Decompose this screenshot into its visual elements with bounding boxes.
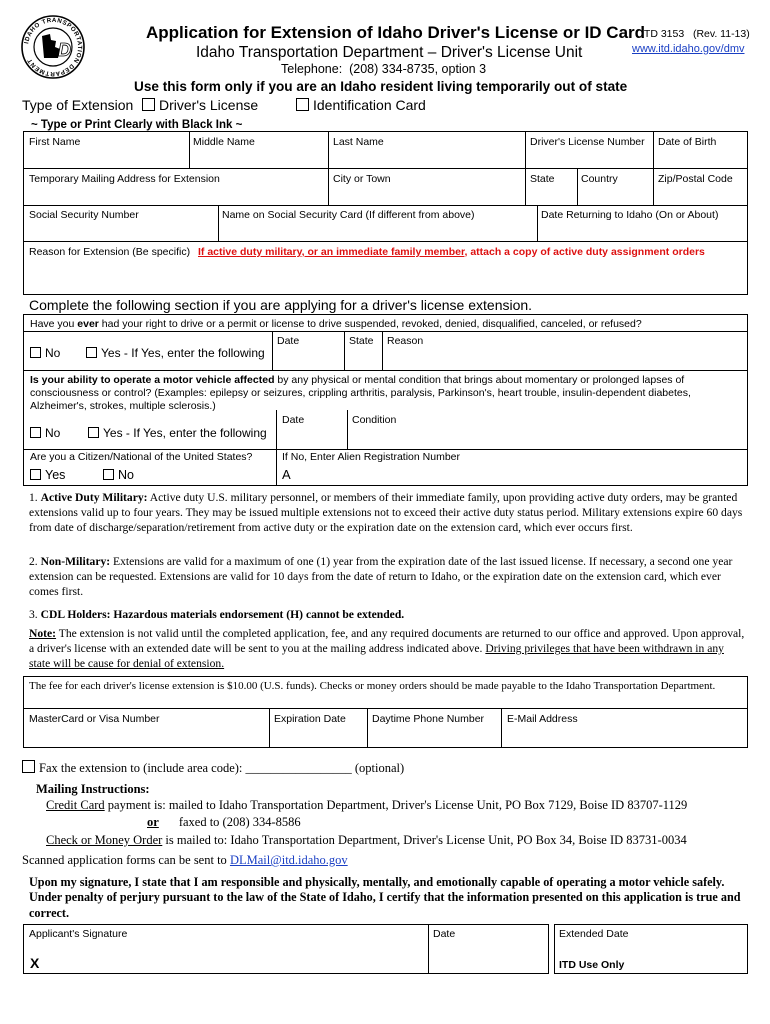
suspension-reason-field[interactable]: Reason (387, 335, 424, 347)
daytime-phone-field[interactable]: Daytime Phone Number (372, 713, 485, 725)
scanned-forms-line: Scanned application forms can be sent to DLMail@itd.idaho.gov (22, 853, 348, 867)
license-section-heading: Complete the following section if you are applying for a driver's license extension. (29, 297, 533, 313)
suspension-question: Have you ever had your right to drive or a permit or license to drive suspended, revoked, denied, disqualified, canceled, or refused? (30, 318, 642, 330)
department-name: Idaho Transportation Department – Driver's License Unit (196, 44, 583, 61)
scan-email-link[interactable]: DLMail@itd.idaho.gov (229, 853, 348, 867)
suspension-state-field[interactable]: State (349, 335, 374, 347)
usage-notice: Use this form only if you are an Idaho resident living temporarily out of state (134, 79, 628, 94)
credit-card-instructions: Credit Card payment is: mailed to Idaho Transportation Department, Driver's License Unit, PO Box 7129, Boise ID 83707-1129 (46, 798, 688, 812)
suspension-date-field[interactable]: Date (277, 335, 300, 347)
fax-text: Fax the extension to (include area code): _________________ (optional) (39, 761, 405, 775)
itd-use-label: ITD Use Only (559, 959, 625, 971)
idaho-transportation-seal (20, 14, 86, 80)
fax-checkbox[interactable] (22, 760, 35, 773)
ssn-name-field[interactable]: Name on Social Security Card (If different from above) (222, 209, 475, 221)
middle-name-field[interactable]: Middle Name (193, 136, 255, 148)
reason-label: Reason for Extension (Be specific) (29, 246, 191, 258)
seal-center-letter: D (58, 40, 71, 60)
email-field[interactable]: E-Mail Address (507, 713, 578, 725)
reason-field[interactable] (29, 246, 705, 258)
fax-option[interactable] (22, 760, 404, 776)
id-card-checkbox[interactable] (296, 98, 309, 111)
citizen-no-checkbox[interactable] (103, 469, 114, 480)
state-field[interactable]: State (530, 173, 555, 185)
id-card-option-label: Identification Card (313, 97, 426, 113)
extension-type-row (22, 97, 133, 113)
medical-date-field[interactable]: Date (282, 414, 305, 426)
fee-text: The fee for each driver's license extension is $10.00 (U.S. funds). Checks or money orders should be made payable to the Idaho Transportation Department. (29, 680, 716, 692)
city-field[interactable]: City or Town (333, 173, 391, 185)
fax-instructions: or faxed to (208) 334-8586 (147, 815, 301, 829)
signature-mark: X (30, 955, 40, 971)
license-checkbox[interactable] (142, 98, 155, 111)
medical-condition-field[interactable]: Condition (352, 414, 397, 426)
applicant-signature-field[interactable]: Applicant's Signature (29, 928, 128, 940)
card-number-field[interactable]: MasterCard or Visa Number (29, 713, 160, 725)
form-number: ITD 3153 (Rev. 11-13) (641, 28, 750, 40)
extension-note: Note: The extension is not valid until the completed application, fee, and any required documents are returned to our office and approved. Upon approval, a driver's license with an extended date will be sent to you at the mailing address indicated above. Driving privileges that have been withdrawn in any state will be cause for denial of extension. (29, 627, 745, 671)
certification-statement: Upon my signature, I state that I am responsible and physically, mentally, and emotionally capable of operating a motor vehicle safely. Under penalty of perjury pursuant to the law of the State of Idaho, I certify that the information presented on this application is true and correct. (29, 875, 741, 920)
suspension-yes-option[interactable]: Yes - If Yes, enter the following (86, 346, 265, 360)
medical-yes-option[interactable]: Yes - If Yes, enter the following (88, 426, 267, 440)
suspension-no-option[interactable]: No (30, 346, 60, 360)
reason-orders-note: , attach a copy of active duty assignment orders (464, 246, 705, 258)
medical-no-option[interactable]: No (30, 426, 60, 440)
suspension-yes-checkbox[interactable] (86, 347, 97, 358)
citizen-yes-option[interactable]: Yes (30, 468, 65, 482)
medical-condition-question: Is your ability to operate a motor vehicle affected by any physical or mental condition that brings about momentary or prolonged lapses of consciousness or control? (Examples: epilepsy or seizures, crippling arthritis, paralysis, Parkinson's, heart trouble, insulin-dependent diabetes, Alzheimer's, strokes, multiple sclerosis.) (30, 374, 691, 412)
suspension-no-checkbox[interactable] (30, 347, 41, 358)
country-field[interactable]: Country (581, 173, 618, 185)
citizen-no-option[interactable]: No (103, 468, 134, 482)
citizen-question: Are you a Citizen/National of the United States? (30, 451, 253, 463)
id-card-option[interactable] (296, 97, 426, 113)
rule-non-military: 2. Non-Military: Extensions are valid for a maximum of one (1) year from the expiration date of the last issued license. If necessary, a second one year extension can be requested. Extensions are valid for 10 days from the date of return to Idaho, or the expiration date on the extension card, which ever comes first. (29, 555, 733, 599)
expiration-date-field[interactable]: Expiration Date (274, 713, 346, 725)
date-of-birth-field[interactable]: Date of Birth (658, 136, 717, 148)
license-option-label: Driver's License (159, 97, 259, 113)
print-note: ~ Type or Print Clearly with Black Ink ~ (31, 119, 243, 131)
return-date-field[interactable]: Date Returning to Idaho (On or About) (541, 209, 719, 221)
extension-type-label: Type of Extension (22, 97, 134, 113)
license-option[interactable] (142, 97, 258, 113)
license-number-field[interactable]: Driver's License Number (530, 136, 645, 148)
ssn-field[interactable]: Social Security Number (29, 209, 139, 221)
alien-number-label: If No, Enter Alien Registration Number (282, 451, 460, 463)
rule-active-duty: 1. Active Duty Military: Active duty U.S. military personnel, or members of their immediate family, upon providing active duty orders, may be granted extensions valid up to four years. They may be issued multiple extensions not to exceed their active duty status period. Military extensions expire 60 days from date of discharge/separation/retirement from active duty or the expiration date on the extension card, which ever occurs first. (29, 491, 743, 535)
medical-no-checkbox[interactable] (30, 427, 41, 438)
medical-yes-checkbox[interactable] (88, 427, 99, 438)
mailing-address-field[interactable]: Temporary Mailing Address for Extension (29, 173, 220, 185)
website-link[interactable]: www.itd.idaho.gov/dmv (632, 43, 745, 55)
alien-number-field[interactable]: A (282, 467, 291, 482)
check-instructions: Check or Money Order is mailed to: Idaho Transportation Department, Driver's License Unit, PO Box 34, Boise ID 83731-0034 (46, 833, 687, 847)
telephone-line: Telephone: (208) 334-8735, option 3 (281, 62, 487, 76)
form-title: Application for Extension of Idaho Driver's License or ID Card (146, 23, 646, 42)
mailing-heading: Mailing Instructions: (36, 782, 150, 796)
zip-field[interactable]: Zip/Postal Code (658, 173, 733, 185)
last-name-field[interactable]: Last Name (333, 136, 384, 148)
first-name-field[interactable]: First Name (29, 136, 81, 148)
seal-outer-text: IDAHO TRANSPORTATION DEPARTMENT (23, 16, 84, 78)
reason-military-note: If active duty military, or an immediate family member (198, 246, 465, 258)
extended-date-field: Extended Date (559, 928, 629, 940)
rule-cdl: 3. CDL Holders: Hazardous materials endorsement (H) cannot be extended. (29, 608, 405, 621)
citizen-yes-checkbox[interactable] (30, 469, 41, 480)
signature-date-field[interactable]: Date (433, 928, 456, 940)
